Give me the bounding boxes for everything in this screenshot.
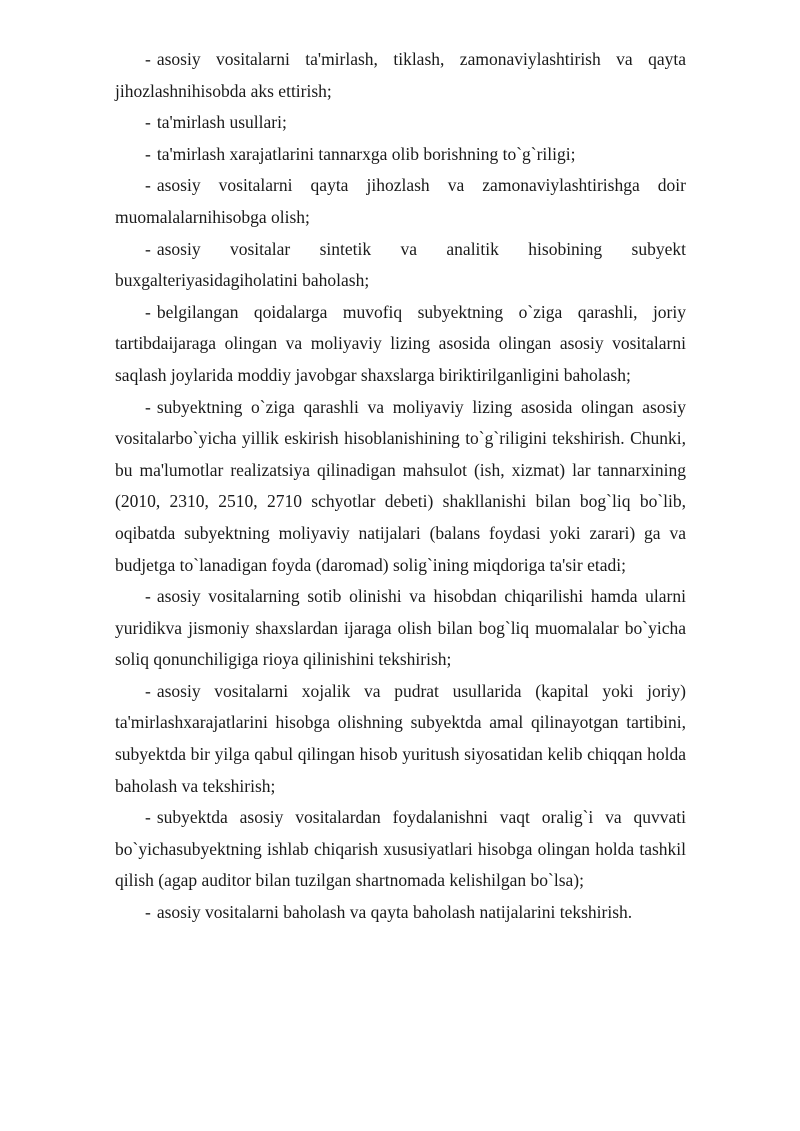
dash-marker: -: [145, 301, 151, 322]
list-item: [115, 170, 686, 233]
list-item-text: asosiy vositalarning sotib olinishi va hisobdan chiqarilishi hamda ularni yuridikva jismoniy shaxslardan ijaraga olish bilan bog`liq muomalalar bo`yicha soliq qonunchiligiga rioya qilinishini tekshirish;: [115, 586, 686, 670]
dash-marker: -: [145, 680, 151, 701]
dash-marker: -: [145, 112, 151, 133]
list-item: [115, 107, 686, 139]
list-item-text: asosiy vositalarni xojalik va pudrat usullarida (kapital yoki joriy) ta'mirlashxarajatlarini hisobga olishning subyektda amal qilinayotgan tartibini, subyektda bir yilga qabul qilingan hisob yuritush siyosatidan kelib chiqqan holda baholash va tekshirish;: [115, 680, 686, 796]
dash-marker: -: [145, 902, 151, 923]
list-item-text: asosiy vositalarni ta'mirlash, tiklash, zamonaviylashtirish va qayta jihozlashnihisobda aks ettirish;: [115, 49, 686, 101]
list-item-text: ta'mirlash xarajatlarini tannarxga olib borishning to`g`riligi;: [156, 143, 576, 164]
dash-marker: -: [145, 396, 151, 417]
list-item-text: subyektda asosiy vositalardan foydalanishni vaqt oralig`i va quvvati bo`yichasubyektning ishlab chiqarish xususiyatlari hisobga olingan holda tashkil qilish (agap auditor bilan tuzilgan shartnomada kelishilgan bo`lsa);: [115, 807, 686, 891]
dash-marker: -: [145, 586, 151, 607]
list-item: [115, 802, 686, 897]
list-item-text: asosiy vositalarni baholash va qayta baholash natijalarini tekshirish.: [156, 902, 633, 923]
list-item-text: subyektning o`ziga qarashli va moliyaviy lizing asosida olingan asosiy vositalarbo`yicha yillik eskirish hisoblanishining to`g`riligini tekshirish. Chunki, bu ma'lumotlar realizatsiya qilinadigan mahsulot (ish, xizmat) lar tannarxining (2010, 2310, 2510, 2710 schyotlar debeti) shakllanishi bilan bog`liq bo`lib, oqibatda subyektning moliyaviy natijalari (balans foydasi yoki zarari) ga va budjetga to`lanadigan foyda (daromad) solig`ining miqdoriga ta'sir etadi;: [115, 396, 686, 575]
list-item-text: asosiy vositalar sintetik va analitik hisobining subyekt buxgalteriyasidagiholatini baholash;: [115, 238, 686, 291]
dash-marker: -: [145, 49, 151, 69]
dash-marker: -: [145, 807, 151, 828]
list-item-text: belgilangan qoidalarga muvofiq subyektning o`ziga qarashli, joriy tartibdaijaraga olingan va moliyaviy lizing asosida olingan asosiy vositalarni saqlash joylarida moddiy javobgar shaxslarga biriktirilganligini baholash;: [115, 301, 686, 385]
list-item-text: asosiy vositalarni qayta jihozlash va zamonaviylashtirishga doir muomalalarnihisobga olish;: [115, 175, 686, 227]
document-page: [115, 44, 686, 929]
list-item: [115, 897, 686, 929]
list-item: [115, 297, 686, 392]
list-item: [115, 44, 686, 107]
list-item-text: ta'mirlash usullari;: [156, 112, 287, 133]
list-item: [115, 234, 686, 297]
list-item: [115, 392, 686, 582]
dash-marker: -: [145, 238, 151, 259]
dash-marker: -: [145, 175, 151, 196]
list-item: [115, 676, 686, 802]
list-item: [115, 581, 686, 676]
list-item: [115, 139, 686, 171]
dash-marker: -: [145, 143, 151, 164]
